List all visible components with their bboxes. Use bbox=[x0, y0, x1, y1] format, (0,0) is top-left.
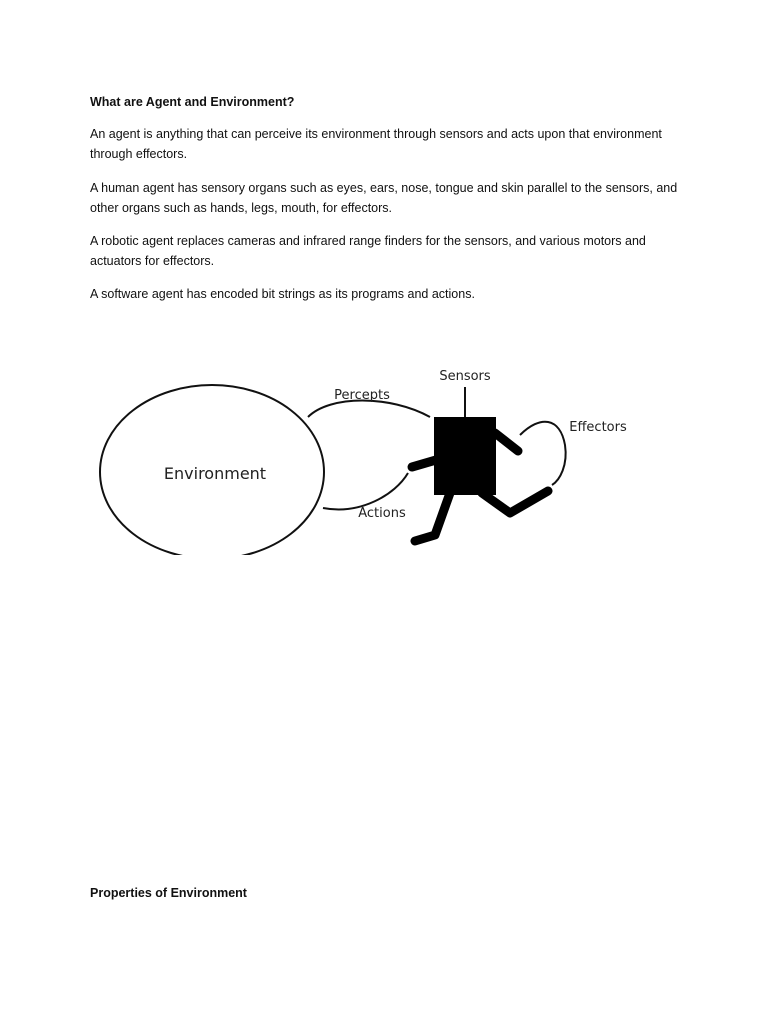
actions-label: Actions bbox=[358, 506, 406, 521]
agent-body bbox=[434, 417, 496, 495]
paragraph-software-agent: A software agent has encoded bit strings as its programs and actions. bbox=[90, 287, 475, 301]
effectors-label: Effectors bbox=[569, 420, 627, 435]
environment-label: Environment bbox=[163, 464, 267, 483]
paragraph-human-agent: A human agent has sensory organs such as eyes, ears, nose, tongue and skin parallel to the sensors, and other organs such as hands, legs, mouth, for effectors. bbox=[90, 181, 678, 215]
sensors-label: Sensors bbox=[439, 369, 491, 384]
agent-right-arm bbox=[495, 433, 518, 451]
heading-properties-environment: Properties of Environment bbox=[90, 886, 247, 900]
paragraph-robotic-agent: A robotic agent replaces cameras and infrared range finders for the sensors, and various motors and actuators for effectors. bbox=[90, 234, 646, 268]
agent-left-leg bbox=[415, 493, 450, 541]
agent-left-arm bbox=[412, 460, 436, 467]
percepts-label: Percepts bbox=[334, 388, 390, 403]
actions-arc bbox=[323, 473, 408, 509]
agent-environment-diagram bbox=[90, 355, 650, 555]
effectors-arc bbox=[520, 422, 566, 485]
paragraph-agent-definition: An agent is anything that can perceive its environment through sensors and acts upon that environment through effectors. bbox=[90, 127, 662, 161]
heading-agent-environment: What are Agent and Environment? bbox=[90, 95, 295, 109]
